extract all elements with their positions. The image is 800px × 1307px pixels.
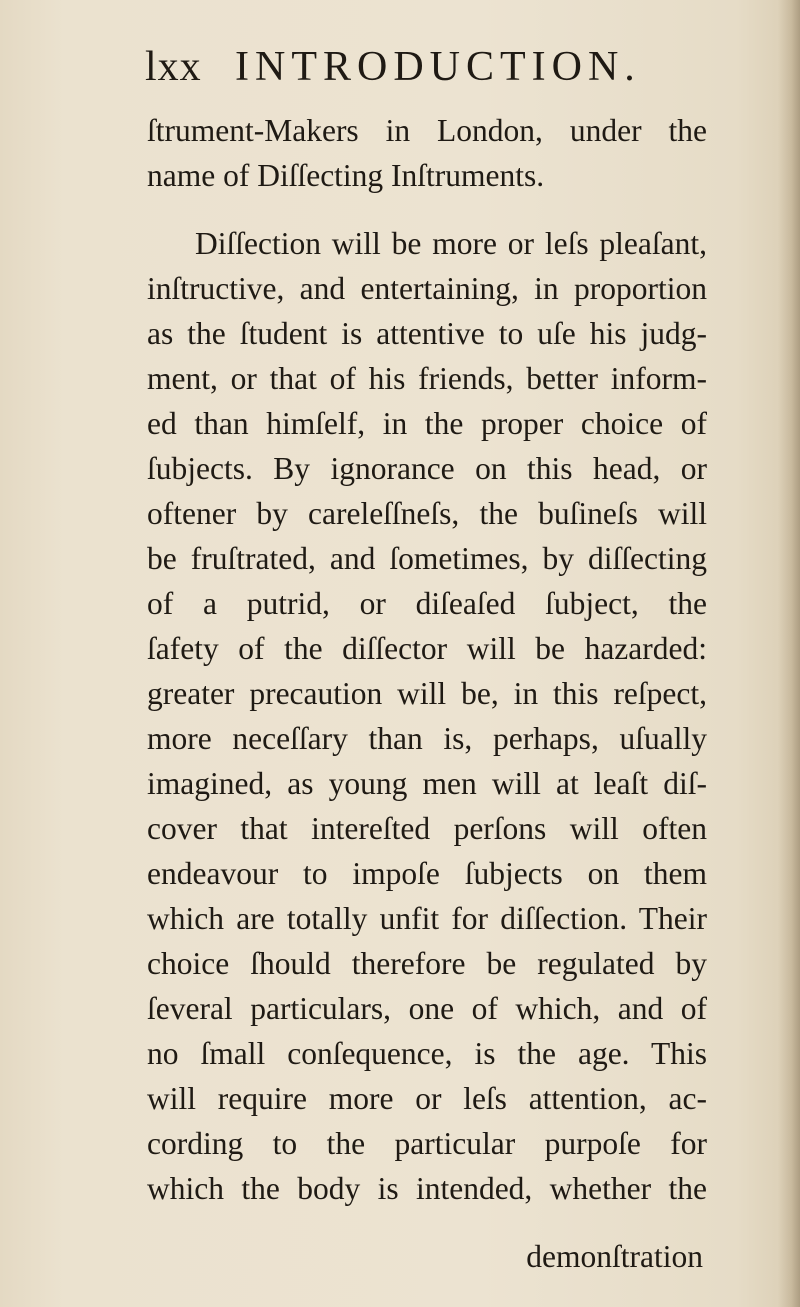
text-line: Diſſection will be more or leſs pleaſant,: [195, 226, 707, 261]
text-line: greater precaution will be, in this reſpect,: [147, 676, 707, 711]
text-line: choice ſhould therefore be regulated by: [147, 946, 707, 981]
text-line: endeavour to impoſe ſubjects on them: [147, 856, 707, 891]
text-line: cover that intereſted perſons will often: [147, 811, 707, 846]
page-header: [145, 42, 665, 92]
text-line: ſeveral particulars, one of which, and of: [147, 991, 707, 1026]
text-line: ſubjects. By ignorance on this head, or: [147, 451, 707, 486]
text-line: imagined, as young men will at leaſt diſ-: [147, 766, 707, 801]
text-line: oftener by careleſſneſs, the buſineſs will: [147, 496, 707, 531]
catchword: demonſtration: [526, 1239, 703, 1274]
paragraph-2: [147, 221, 707, 1211]
text-line: no ſmall conſequence, is the age. This: [147, 1036, 707, 1071]
text-line: cording to the particular purpoſe for: [147, 1126, 707, 1161]
text-line: inſtructive, and entertaining, in proportion: [147, 271, 707, 306]
text-line: which the body is intended, whether the: [147, 1171, 707, 1206]
text-line: be fruſtrated, and ſometimes, by diſſecting: [147, 541, 707, 576]
text-line: of a putrid, or diſeaſed ſubject, the: [147, 586, 707, 621]
running-head: INTRODUCTION.: [235, 44, 641, 90]
text-line: name of Diſſecting Inſtruments.: [147, 158, 545, 193]
text-line: as the ſtudent is attentive to uſe his judg-: [147, 316, 707, 351]
page-number: lxx: [145, 44, 202, 90]
text-line: ſafety of the diſſector will be hazarded:: [147, 631, 707, 666]
body-text: [147, 108, 707, 1211]
text-line: will require more or leſs attention, ac-: [147, 1081, 707, 1116]
paragraph-1: [147, 108, 707, 198]
text-line: ſtrument-Makers in London, under the: [147, 113, 707, 148]
page-edge-shadow: [778, 0, 800, 1307]
paragraph-gap: [147, 198, 707, 221]
text-line: which are totally unfit for diſſection. Their: [147, 901, 707, 936]
text-line: ed than himſelf, in the proper choice of: [147, 406, 707, 441]
text-line: more neceſſary than is, perhaps, uſually: [147, 721, 707, 756]
text-line: ment, or that of his friends, better inform-: [147, 361, 707, 396]
